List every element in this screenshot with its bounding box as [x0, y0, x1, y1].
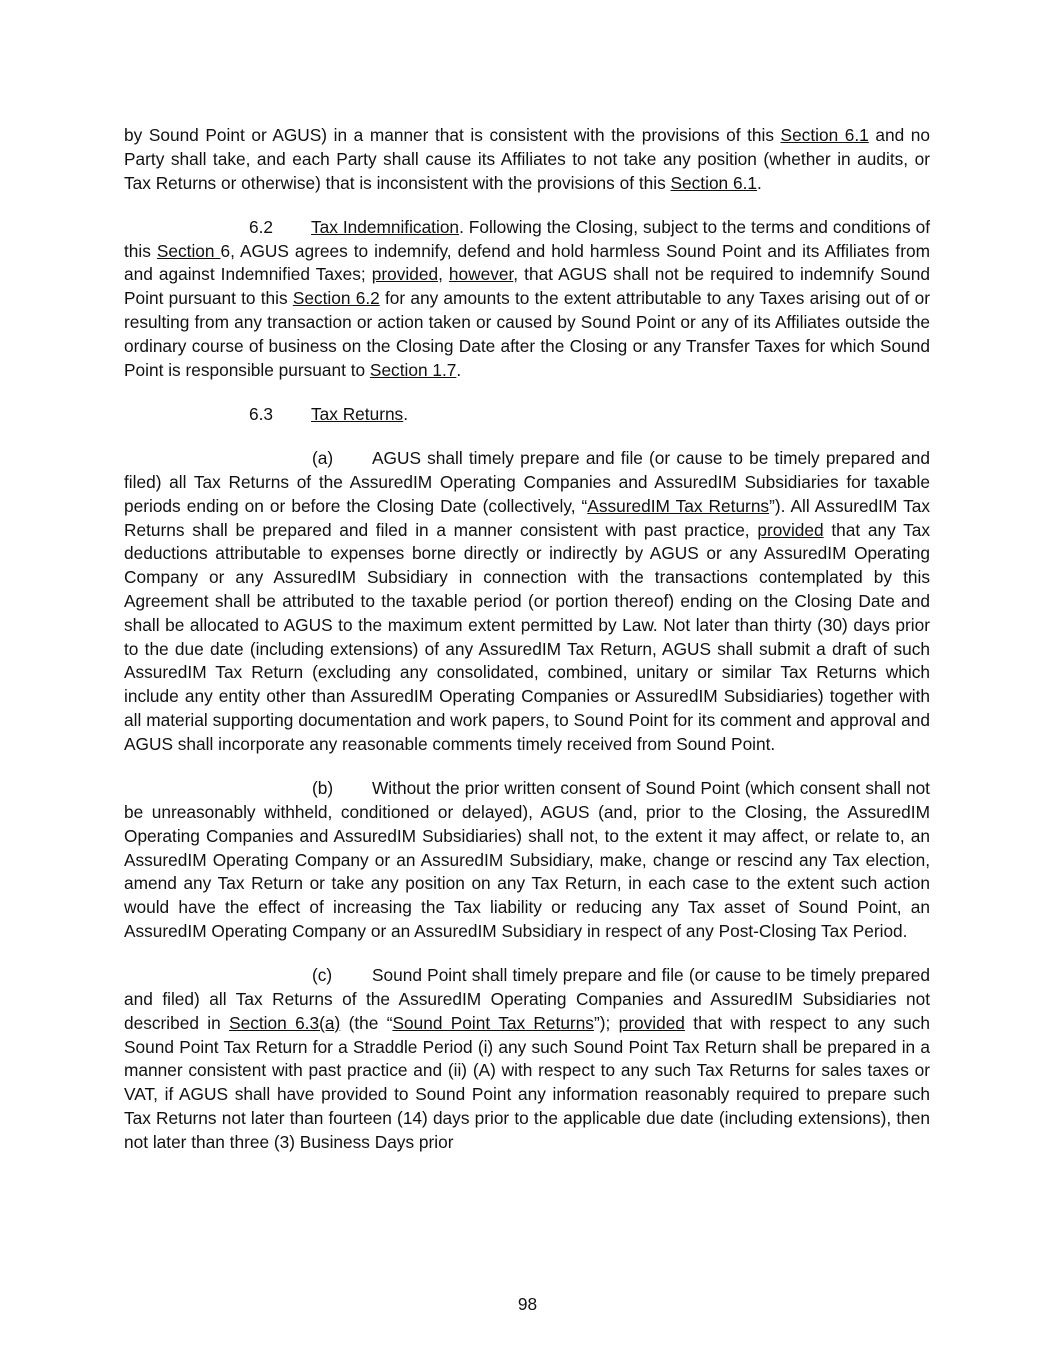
text-run: that any Tax deductions attributable to expenses borne directly or indirectly by AGUS or any AssuredIM Operating Company or any AssuredIM Subsidiary in connection with the transactions contemplated by this Agreement shall be attributed to the taxable period (or portion thereof) ending on the Closing Date and shall be allocated to AGUS to the maximum extent permitted by Law. Not later than thirty (30) days prior to the due date (including extensions) of any AssuredIM Tax Return, AGUS shall submit a draft of such AssuredIM Tax Return (excluding any consolidated, combined, unitary or similar Tax Returns which include any entity other than AssuredIM Operating Companies or AssuredIM Subsidiaries) together with all material supporting documentation and work papers, to Sound Point for its comment and approval and AGUS shall incorporate any reasonable comments timely received from Sound Point.: [124, 519, 931, 754]
subsection-a-paragraph: [124, 447, 930, 756]
text-run: by Sound Point or AGUS) in a manner that is consistent with the provisions of this: [124, 125, 781, 145]
page-number: 98: [517, 1294, 538, 1314]
subsection-c-paragraph: [124, 964, 930, 1154]
section-6-3-heading: [124, 403, 930, 427]
defined-term: Sound Point Tax Returns: [392, 1012, 594, 1033]
emphasis-term: provided: [371, 264, 439, 285]
text-run: 6, AGUS agrees to indemnify, defend and hold harmless Sound Point and its Affiliates from and against Indemnified Taxes;: [124, 240, 930, 285]
section-reference: Section 6.1: [780, 125, 869, 145]
subsection-b-paragraph: [124, 777, 930, 944]
text-run: that with respect to any such Sound Point Tax Return for a Straddle Period (i) any such Sound Point Tax Return shall be prepared in a manner consistent with past practice and (ii) (A) with respect to any such Tax Returns for sales taxes or VAT, if AGUS shall have provided to Sound Point any information reasonably required to prepare such Tax Returns not later than fourteen (14) days prior to the applicable due date (including extensions), then not later than three (3) Business Days prior: [124, 1012, 931, 1152]
section-number: 6.2: [249, 216, 274, 237]
emphasis-term: however: [448, 264, 514, 285]
subsection-label: (c): [312, 965, 333, 986]
section-heading: Tax Indemnification: [311, 216, 460, 237]
defined-term: AssuredIM Tax Returns: [587, 495, 770, 516]
text-run: ,: [438, 264, 449, 285]
text-run: .: [456, 359, 462, 380]
text-run: Without the prior written consent of Sound Point (which consent shall not be unreasonably withheld, conditioned or delayed), AGUS (and, prior to the Closing, the AssuredIM Operating Companies and AssuredIM Subsidiaries) shall not, to the extent it may affect, or relate to, an AssuredIM Operating Company or an AssuredIM Subsidiary, make, change or rescind any Tax election, amend any Tax Return or take any position on any Tax Return, in each case to the extent such action would have the effect of increasing the Tax liability or reducing any Tax asset of Sound Point, an AssuredIM Operating Company or an AssuredIM Subsidiary in respect of any Post-Closing Tax Period.: [124, 778, 930, 941]
section-reference: Section 1.7: [369, 359, 457, 380]
text-run: AGUS shall timely prepare and file (or cause to be timely prepared and filed) all Tax Returns of the AssuredIM Operating Companies and AssuredIM Subsidiaries for taxable periods ending on or before the Closing Date (collectively, “: [124, 448, 930, 516]
text-run: , that AGUS shall not be required to indemnify Sound Point pursuant to this: [124, 264, 930, 309]
text-run: (the “: [340, 1012, 393, 1033]
section-reference: Section: [156, 240, 221, 261]
section-6-2-paragraph: [124, 216, 930, 383]
text-run: and no Party shall take, and each Party shall cause its Affiliates to not take any position (whether in audits, or Tax Returns or otherwise) that is inconsistent with the provisions of this: [124, 125, 930, 193]
text-run: for any amounts to the extent attributable to any Taxes arising out of or resulting from any transaction or action taken or caused by Sound Point or any of its Affiliates outside the ordinary course of business on the Closing Date after the Closing or any Transfer Taxes for which Sound Point is responsible pursuant to: [124, 288, 930, 380]
text-run: .: [757, 172, 762, 193]
section-reference: Section 6.3(a): [229, 1012, 341, 1033]
emphasis-term: provided: [757, 519, 824, 540]
subsection-label: (a): [312, 448, 334, 469]
section-heading: Tax Returns: [311, 403, 404, 424]
section-reference: Section 6.2: [292, 288, 380, 309]
text-run: Sound Point shall timely prepare and file (or cause to be timely prepared and filed) all Tax Returns of the AssuredIM Operating Companies and AssuredIM Subsidiaries not described in: [124, 965, 930, 1033]
section-number: 6.3: [249, 403, 274, 424]
text-run: ”);: [593, 1012, 619, 1033]
text-run: .: [403, 403, 409, 424]
text-run: ”). All AssuredIM Tax Returns shall be prepared and filed in a manner consistent with past practice,: [124, 495, 930, 540]
subsection-label: (b): [312, 778, 334, 799]
document-page: [124, 124, 930, 1175]
section-reference: Section 6.1: [670, 172, 757, 193]
emphasis-term: provided: [618, 1012, 685, 1033]
paragraph-6-1-continuation: [124, 124, 930, 195]
text-run: . Following the Closing, subject to the terms and conditions of this: [124, 216, 930, 261]
